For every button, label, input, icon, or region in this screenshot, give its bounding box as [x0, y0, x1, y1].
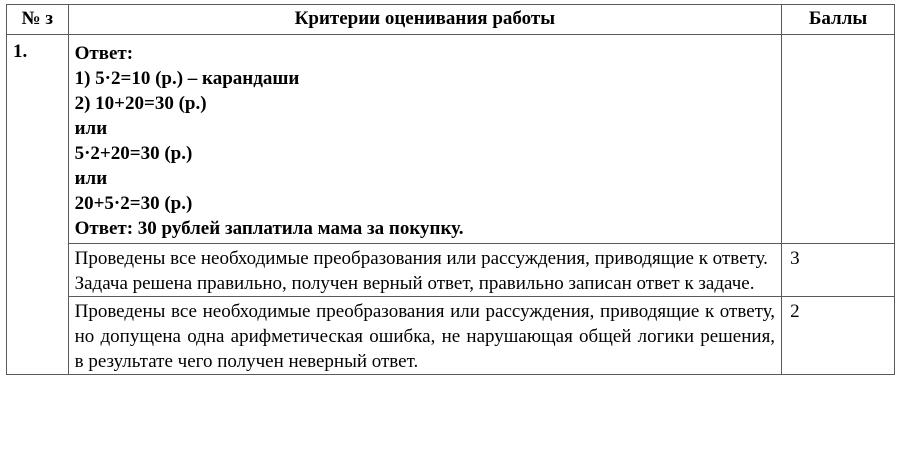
- criterion-description: [68, 244, 781, 297]
- answer-cell: [68, 35, 781, 244]
- number-column-header: № з: [7, 5, 69, 35]
- criterion-points: 3: [782, 244, 895, 297]
- criterion-row: [7, 297, 895, 375]
- task-number: 1.: [7, 35, 69, 375]
- criterion-paragraph: Проведены все необходимые преобразования или рассуждения, приводящие к ответу, но допущена одна арифметическая ошибка, не нарушающая общей логики решения, в результате чего получен неверный ответ.: [74, 301, 776, 372]
- criterion-paragraph: Проведены все необходимые преобразования или рассуждения, приводящие к ответу.: [74, 248, 768, 269]
- criterion-row: [7, 244, 895, 297]
- answer-line: 20+5·2=30 (р.): [74, 193, 193, 214]
- criterion-description: [68, 297, 781, 375]
- criteria-column-header: Критерии оценивания работы: [68, 5, 781, 35]
- grading-criteria-table: [6, 4, 895, 375]
- header-row: [7, 5, 895, 35]
- answer-row: [7, 35, 895, 244]
- answer-line: или: [74, 168, 108, 189]
- answer-line: 5·2+20=30 (р.): [74, 143, 193, 164]
- answer-points-cell: [782, 35, 895, 244]
- criterion-points: 2: [782, 297, 895, 375]
- points-column-header: Баллы: [782, 5, 895, 35]
- answer-line: Ответ: 30 рублей заплатила мама за покупку.: [74, 218, 464, 239]
- answer-line: Ответ:: [74, 43, 134, 64]
- answer-line: 1) 5·2=10 (р.) – карандаши: [74, 68, 300, 89]
- answer-line: 2) 10+20=30 (р.): [74, 93, 207, 114]
- criterion-paragraph: Задача решена правильно, получен верный ответ, правильно записан ответ к задаче.: [74, 273, 755, 294]
- answer-line: или: [74, 118, 108, 139]
